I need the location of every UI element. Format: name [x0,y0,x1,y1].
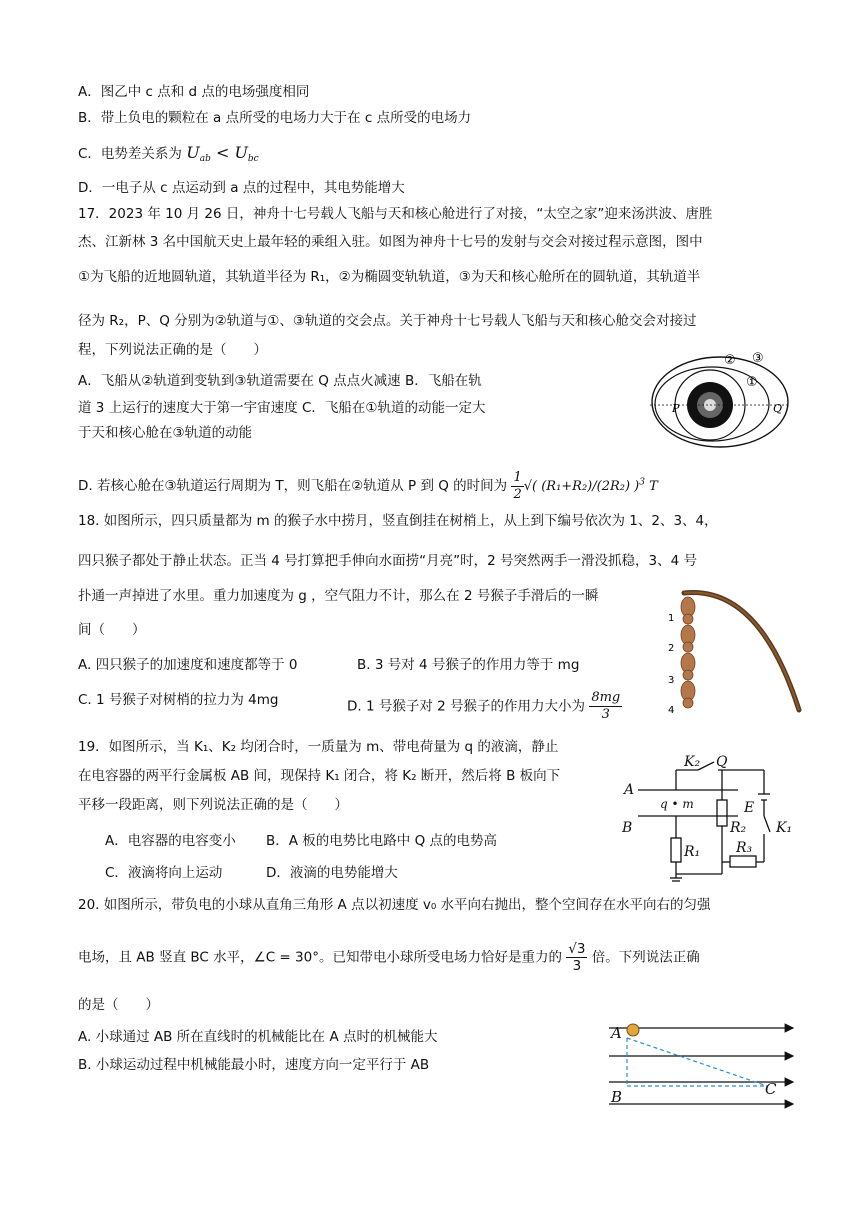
q17-option-d-formula: $\frac{1}{2}$ √( (R₁+R₂)/(2R₂) )$^3$ T [513,470,658,502]
q20-label-b: B [611,1088,623,1106]
q16-option-a: A．图乙中 c 点和 d 点的电场强度相同 [78,84,310,100]
q18-option-d [347,690,622,723]
q20-fraction-denominator: 3 [572,958,582,974]
q17-line-1: 17．2023 年 10 月 26 日，神舟十七号载人飞船与天和核心舱进行了对接，“太空之家”迎来汤洪波、唐胜 [78,206,713,222]
q19-circuit-diagram [618,752,798,884]
q18-option-a: A. 四只猴子的加速度和速度都等于 0 [78,657,298,673]
q17-option-d [78,470,658,503]
q18-label-1: 1 [668,613,675,624]
q17-label-orbit-1: ① [746,375,758,390]
q19-option-a: A．电容器的电容变小 [105,833,236,849]
q18-option-d-denominator: 3 [601,707,610,722]
q19-label-b: B [622,820,633,836]
q18-line-1: 18. 如图所示，四只质量都为 m 的猴子水中捞月，竖直倒挂在树梢上，从上到下编号依次为 1、2、3、4， [78,513,718,529]
q17-label-p: P [672,402,680,415]
q19-option-c: C．液滴将向上运动 [105,865,223,881]
q20-line-2-tail: 倍。下列说法正确 [591,949,700,966]
q18-monkeys-diagram [664,585,804,720]
q18-option-d-fraction [589,690,622,723]
q18-label-4: 4 [668,705,675,716]
q16-option-d: D．一电子从 c 点运动到 a 点的过程中，其电势能增大 [78,180,405,196]
q20-line-1: 20. 如图所示，带负电的小球从直角三角形 A 点以初速度 v₀ 水平向右抛出，整个空间存在水平向右的匀强 [78,897,711,913]
q19-label-e: E [744,800,755,816]
q19-label-q: Q [716,754,728,770]
q19-label-r1: R₁ [684,844,701,860]
q17-orbit-diagram [650,350,795,450]
q19-option-b: B．A 板的电势比电路中 Q 点的电势高 [266,833,497,849]
q19-label-k1: K₁ [776,820,793,836]
q17-option-d-text: D. 若核心舱在③轨道运行周期为 T，则飞船在②轨道从 P 到 Q 的时间为 [78,478,508,494]
q19-line-2: 在电容器的两平行金属板 AB 间，现保持 K₁ 闭合，将 K₂ 断开，然后将 B 板向下 [78,768,561,784]
q20-fraction [566,941,587,974]
q18-line-4: 间（ ） [78,622,146,638]
q19-option-d: D．液滴的电势能增大 [266,865,398,881]
q17-line-4: 径为 R₂，P、Q 分别为②轨道与①、③轨道的交会点。关于神舟十七号载人飞船与天和核心舱交会对接过 [78,313,697,329]
q17-option-a-line-3: 于天和核心舱在③轨道的动能 [78,425,253,441]
q20-label-a: A [611,1024,622,1042]
q20-field-diagram [605,1016,800,1116]
q18-option-c: C. 1 号猴子对树梢的拉力为 4mg [78,692,279,708]
q17-line-5: 程，下列说法正确的是（ ） [78,342,267,358]
q18-label-2: 2 [668,643,675,654]
q20-option-a: A. 小球通过 AB 所在直线时的机械能比在 A 点时的机械能大 [78,1029,438,1045]
q17-option-a-line-1: A．飞船从②轨道到变轨到③轨道需要在 Q 点点火减速 B．飞船在轨 [78,373,482,389]
q19-label-r2: R₂ [730,820,747,836]
q17-label-orbit-3: ③ [752,351,764,366]
q20-line-3: 的是（ ） [78,997,159,1013]
q19-label-k2: K₂ [684,754,701,770]
q20-line-2 [78,941,700,974]
q17-label-orbit-2: ② [724,353,736,368]
q18-option-b: B. 3 号对 4 号猴子的作用力等于 mg [357,657,580,673]
q19-line-1: 19．如图所示，当 K₁、K₂ 均闭合时，一质量为 m、带电荷量为 q 的液滴，静止 [78,739,559,755]
q18-line-2: 四只猴子都处于静止状态。正当 4 号打算把手伸向水面捞“月亮”时，2 号突然两手一滑没抓稳，3、4 号 [78,553,698,569]
q19-label-a: A [624,782,635,798]
q16-option-c-formula: $U_{ab} < U_{bc}$ [186,143,259,164]
q18-option-d-numerator: 8mg [591,690,621,705]
q19-label-qm: q • m [660,797,694,811]
q18-line-3: 扑通一声掉进了水里。重力加速度为 g ，空气阻力不计，那么在 2 号猴子手滑后的一瞬 [78,588,599,604]
q20-option-b: B. 小球运动过程中机械能最小时，速度方向一定平行于 AB [78,1057,430,1073]
q17-option-a-line-2: 道 3 上运行的速度大于第一宇宙速度 C．飞船在①轨道的动能一定大 [78,400,486,416]
q20-line-2-text: 电场，且 AB 竖直 BC 水平，∠C = 30°。已知带电小球所受电场力恰好是重力的 [78,949,562,966]
q18-label-3: 3 [668,675,675,686]
q17-line-2: 杰、江新林 3 名中国航天史上最年轻的乘组入驻。如图为神舟十七号的发射与交会对接过程示意图，图中 [78,234,703,250]
q19-label-r3: R₃ [736,840,753,856]
q16-option-c [78,143,259,169]
q16-option-b: B．带上负电的颗粒在 a 点所受的电场力大于在 c 点所受的电场力 [78,110,472,126]
q17-label-q: Q [773,402,783,415]
q20-label-c: C [765,1080,777,1098]
q16-option-c-text: C．电势差关系为 [78,146,182,162]
q18-option-d-text: D. 1 号猴子对 2 号猴子的作用力大小为 [347,698,586,715]
q19-line-3: 平移一段距离，则下列说法正确的是（ ） [78,797,348,813]
q17-line-3: ①为飞船的近地圆轨道，其轨道半径为 R₁，②为椭圆变轨轨道，③为天和核心舱所在的圆轨道，其轨道半 [78,269,701,285]
q20-fraction-numerator: √3 [568,941,586,957]
